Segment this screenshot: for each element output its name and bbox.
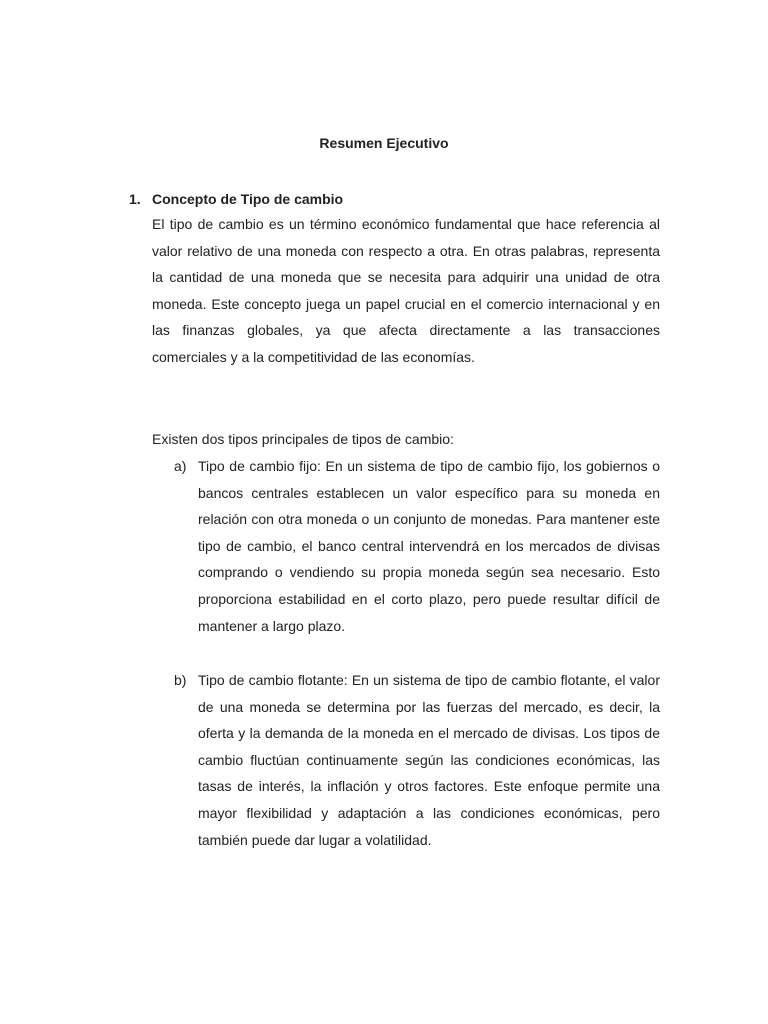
document-title: Resumen Ejecutivo — [319, 135, 449, 151]
list-item-floating-rate — [174, 667, 660, 853]
intro-paragraph: El tipo de cambio es un término económico fundamental que hace referencia al valor relativo de una moneda con respecto a otra. En otras palabras, representa la cantidad de una moneda que se necesita para adquirir una unidad de otra moneda. Este concepto juega un papel crucial en el comercio internacional y en las finanzas globales, ya que afecta directamente a las transacciones comerciales y a la competitividad de las economías. — [152, 216, 660, 365]
list-item-text: Tipo de cambio fijo: En un sistema de tipo de cambio fijo, los gobiernos o bancos centrales establecen un valor específico para su moneda en relación con otra moneda o un conjunto de monedas. Para mantener este tipo de cambio, el banco central intervendrá en los mercados de divisas comprando o vendiendo su propia moneda según sea necesario. Esto proporciona estabilidad en el corto plazo, pero puede resultar difícil de mantener a largo plazo. — [198, 458, 660, 634]
section-heading-text: Concepto de Tipo de cambio — [152, 191, 344, 207]
list-item-fixed-rate — [174, 453, 660, 639]
list-item-text: Tipo de cambio flotante: En un sistema de tipo de cambio flotante, el valor de una moneda se determina por las fuerzas del mercado, es decir, la oferta y la demanda de la moneda en el mercado de divisas. Los tipos de cambio fluctúan continuamente según las condiciones económicas, las tasas de interés, la inflación y otros factores. Este enfoque permite una mayor flexibilidad y adaptación a las condiciones económicas, pero también puede dar lugar a volatilidad. — [198, 672, 660, 848]
list-marker: a) — [174, 458, 187, 474]
list-marker: b) — [174, 672, 187, 688]
section-heading — [129, 189, 343, 209]
types-intro-paragraph: Existen dos tipos principales de tipos de cambio: — [152, 431, 454, 447]
section-number: 1. — [129, 191, 141, 207]
